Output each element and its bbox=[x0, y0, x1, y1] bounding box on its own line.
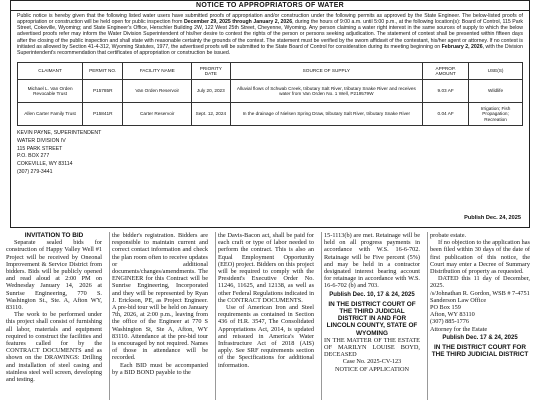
po-box: PO Box 159 bbox=[430, 304, 461, 312]
legal-columns bbox=[6, 232, 536, 400]
signature-line: KEVIN PAYNE, SUPERINTENDENT bbox=[17, 130, 102, 137]
table-cell: Carter Reservoir bbox=[123, 103, 192, 126]
inspection-dates: December 29, 2025 through January 2, 2026 bbox=[183, 19, 293, 26]
table-row bbox=[18, 80, 523, 103]
table-cell: Irrigation; Fish Propagation; Recreation bbox=[469, 103, 523, 126]
signature-line: (307) 279-3441 bbox=[17, 169, 53, 176]
table-cell: Sept. 12, 2024 bbox=[192, 103, 230, 126]
publish-date: Publish Dec. 17 & 24, 2025 bbox=[442, 334, 518, 341]
table-cell: Van Orden Reservoir bbox=[123, 80, 192, 103]
signature-line: 115 PARK STREET bbox=[17, 145, 63, 152]
court-heading: IN THE DISTRICT COURT OF THE THIRD JUDICIAL DISTRICT IN AND FOR LINCOLN COUNTY, STATE OF WYOMING bbox=[326, 300, 418, 337]
notice-paragraph-2: , during the hours of 9:00 a.m. until 5:00 p.m., at the following location(s): Board of Control, 115 Park Street, Cokeville, Wyoming; and State Engineer's Office, Herschler Building 2W, 122 West 25th Street, Cheyenne, Wyoming. Any person claiming a water right interest in the same sources of supply to which the below advertised proofs refer may inform the Water Division Superintendent of his/her desire to contest the rights of the person or persons seeking adjudication. The statement of contest shall be presented within fifteen days after the closing of the public inspection and shall state with reasonable certainty the grounds of the contest. The statement must be verified by the sworn affidavit of the contestant, his/her agent or attorney. If no contest is initiated as allowed by Section 41-4-312, Wyoming Statutes, 1977, the advertised proofs will be submitted to the State Board of Control for consideration during its meeting beginning on bbox=[17, 19, 523, 50]
estate-text: probate estate. bbox=[430, 232, 467, 239]
bid-bond-text: Each BID must be accompanied by a BID BOND payable to the bbox=[112, 361, 208, 376]
table-row bbox=[18, 103, 523, 126]
table-header: USE(S) bbox=[469, 63, 523, 80]
dated-text: DATED this 11 day of December, 2025. bbox=[430, 275, 530, 290]
table-header: CLAIMANT bbox=[18, 63, 83, 80]
table-cell: 0.04 AF bbox=[423, 103, 469, 126]
table-header: PERMIT NO. bbox=[83, 63, 123, 80]
column-4 bbox=[324, 232, 420, 400]
table-header: APPROP. AMOUNT bbox=[423, 63, 469, 80]
notice-paragraph-1: Public notice is hereby given that the following listed water users have submitted proofs of appropriation and/or construction under the following permits as approved by the State Engineer. The below-listed proofs of appropriation or construction will be held open for public inspection from bbox=[17, 13, 523, 26]
signature-block bbox=[11, 126, 529, 177]
column-1 bbox=[6, 232, 102, 400]
bid-heading: INVITATION TO BID bbox=[24, 232, 84, 239]
table-header-row bbox=[18, 63, 523, 80]
court-heading: IN THE DISTRICT COURT FOR THE THIRD JUDICIAL DISTRICT bbox=[431, 344, 529, 359]
ais-text: Use of American Iron and Steel requirements as contained in Section 436 of H.R. 3547, The Consolidated Appropriations Act, 2014, is updated and reissued in America's Water Infrastructure Act of 2018 (AIS) apply. See SRF requirements section of the Specifications for additional information. bbox=[218, 304, 314, 369]
table-cell: July 20, 2023 bbox=[192, 80, 230, 103]
notice-title: NOTICE TO APPROPRIATORS OF WATER bbox=[11, 1, 529, 11]
notice-body bbox=[11, 11, 529, 56]
publish-date: Publish Dec. 10, 17 & 24, 2025 bbox=[329, 291, 415, 298]
bid-text-2: The work to be performed under this project shall consist of furnishing all labor, materials and equipment required to construct the facilities and features called for by the CONTRACT DOCUMENTS and as shown on the DRAWINGS: Drilling and installation of steel casing and stainless steel well screen, developing and testing. bbox=[6, 311, 102, 384]
column-2 bbox=[112, 232, 208, 400]
bid-text: Separate sealed bids for construction of Happy Valley Well #1 Project will be received by Oneonal Improvement & Service District from bidders. Bids will be publicly opened and read aloud at 2:00 PM on Wednesday January 14, 2026 at Sunrise Engineering, 770 S. Washington St., Ste. A, Afton WY, 83110. bbox=[6, 239, 102, 312]
objection-text: If no objection to the application has been filed within 30 days of the date of first publication of this notice, the Court may enter a Decree of Summary Distribution of property as requested. bbox=[430, 239, 530, 276]
notice-heading: NOTICE OF APPLICATION bbox=[335, 365, 409, 373]
table-cell: P15785R bbox=[83, 80, 123, 103]
law-office: Sanderson Law Office bbox=[430, 296, 487, 304]
estate-title: IN THE MATTER OF THE ESTATE OF MARILYN LOUISE BOYD, DECEASED bbox=[324, 336, 420, 359]
signature-line: WATER DIVISION IV bbox=[17, 137, 66, 144]
table-header: SOURCE OF SUPPLY bbox=[230, 63, 423, 80]
water-rights-table bbox=[17, 62, 523, 126]
table-cell: Alluvial flows of Schwab Creek, tributary Salt River, tributary Snake River and receives water from Van Orden No. 1 Well, P219579W bbox=[230, 80, 423, 103]
attorney-signature: /s/Johnathan R. Gordon, WSB # 7-4751 bbox=[430, 289, 530, 297]
publish-date: Publish Dec. 24, 2025 bbox=[464, 215, 521, 221]
table-header: PRIORITY DATE bbox=[192, 63, 230, 80]
table-cell: 9.03 AF bbox=[423, 80, 469, 103]
bid-requirements-text: the Davis-Bacon act, shall be paid for each craft or type of labor needed to perform the contract. This is also an Equal Employment Opportunity (EEO) project. Bidders on this project will be required to comply with the President's Executive Order No. 11246, 11625, and 12138, as well as other Federal Regulations indicated in the CONTRACT DOCUMENTS. bbox=[218, 232, 314, 304]
table-cell: Allen Carter Family Trust bbox=[18, 103, 83, 126]
table-cell: P15841R bbox=[83, 103, 123, 126]
column-5 bbox=[430, 232, 530, 400]
column-3 bbox=[218, 232, 314, 400]
city: Afton, WY 83110 bbox=[430, 311, 475, 319]
meeting-date: February 2, 2026 bbox=[441, 43, 483, 50]
retainage-text: 15-1113(b) are met. Retainage will be held on all progress payments in accordance with W.S. 16-6-702. Retainage will be Five percent (5%) and may be held in a contractor designated interest bearing account for retainage in accordance with W.S. 16-6-702 (b) and 703. bbox=[324, 232, 420, 290]
table-header: FACILITY NAME bbox=[123, 63, 192, 80]
attorney-role: Attorney for the Estate bbox=[430, 325, 488, 333]
table-cell: Wildlife bbox=[469, 80, 523, 103]
notice-paragraph-3: , with the Division Superintendent's recommendation that certificates of appropriation or construction be issued. bbox=[17, 43, 523, 56]
phone: (307) 885-1776 bbox=[430, 318, 470, 326]
case-number: Case No. 2025-CV-123 bbox=[342, 358, 402, 366]
bid-continued-text: the bidder's registration. Bidders are responsible to maintain current and correct contact information and check the plan room often to receive updates or additional documents/changes/amendments. The ENGINEER for this Contract will be Sunrise Engineering, Incorporated and they will be represented by Ryan J. Erickson, PE, as Project Engineer. A pre-bid tour will be held on January 7th, 2026, at 2:00 p.m., leaving from the office of the Engineer at 770 S Washington St, Ste A, Afton, WY 83110. Attendance at the pre-bid tour is encouraged by not required. Names of those in attendance will be recorded. bbox=[112, 232, 208, 362]
table-cell: Michael L. Van Orden Revocable Trust bbox=[18, 80, 83, 103]
signature-line: COKEVILLE, WY 83114 bbox=[17, 161, 73, 168]
table-cell: In the drainage of Nielsen Spring Draw, tributary Salt River, tributary Snake River bbox=[230, 103, 423, 126]
signature-line: P.O. BOX 277 bbox=[17, 153, 50, 160]
water-notice bbox=[10, 0, 530, 228]
